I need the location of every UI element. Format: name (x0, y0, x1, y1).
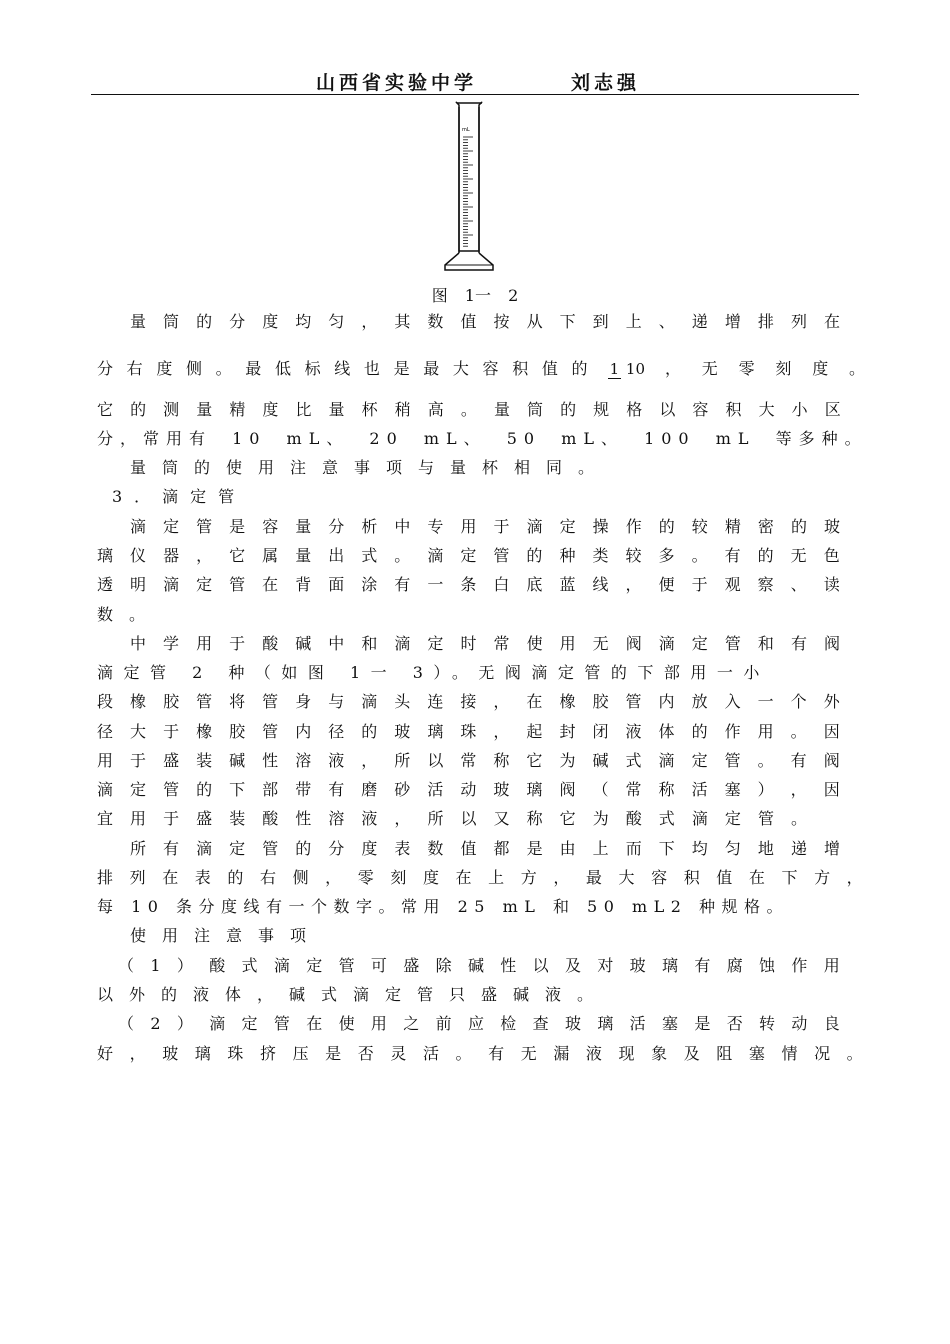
text-line-23: 以外的液体，碱式滴定管只盛碱液。 (97, 985, 610, 1004)
text-line-17: 宜 用 于 盛 装 酸 性 溶 液 ， 所 以 又 称 它 为 酸 式 滴 定 管 。 (97, 809, 807, 828)
text-line-1: 量 筒 的 分 度 均 匀 ， 其 数 值 按 从 下 到 上 、 递 增 排 列 在 (130, 312, 840, 331)
text-line-9: 透 明 滴 定 管 在 背 面 涂 有 一 条 白 底 蓝 线 ， 便 于 观 察 、 读 (97, 575, 840, 594)
text-line-3: 它 的 测 量 精 度 比 量 杯 稍 高 。 量 筒 的 规 格 以 容 积 大 小 区 (97, 400, 841, 419)
fraction-one-tenth (608, 360, 645, 379)
page-header (91, 66, 859, 95)
text-line-8: 璃 仪 器 ， 它 属 量 出 式 。 滴 定 管 的 种 类 较 多 。 有 的 无 色 (97, 546, 840, 565)
figure-caption: 图 1一 2 (431, 286, 519, 305)
text-line-10: 数。 (97, 605, 162, 624)
text-line-4: 分，常用有 10 mL、 20 mL、 50 mL、 100 mL 等多种。 (97, 429, 868, 448)
fraction-denominator: 10 (625, 359, 645, 378)
graduated-cylinder-figure (443, 101, 495, 273)
text-line-24: （ 2 ） 滴 定 管 在 使 用 之 前 应 检 查 玻 璃 活 塞 是 否 转 动 良 (118, 1014, 840, 1033)
text-line-19: 排 列 在 表 的 右 侧 ， 零 刻 度 在 上 方 ， 最 大 容 积 值 在 下 方 ， (97, 868, 863, 887)
author-name: 刘志强 (571, 72, 641, 94)
text-line-12: 滴定管 2 种（如图 1一 3）。无阀滴定管的下部用一小 (97, 663, 770, 682)
section-heading-burette: 3．滴定管 (112, 487, 247, 506)
school-name: 山西省实验中学 (316, 72, 478, 94)
ml-label: mL (462, 127, 470, 133)
text-line-20: 每 10 条分度线有一个数字。常用 25 mL 和 50 mL2 种规格。 (97, 897, 790, 916)
fraction-numerator: 1 (609, 359, 620, 378)
text-line-18: 所 有 滴 定 管 的 分 度 表 数 值 都 是 由 上 而 下 均 匀 地 递 增 (130, 839, 840, 858)
text-line-16: 滴 定 管 的 下 部 带 有 磨 砂 活 动 玻 璃 阀 （ 常 称 活 塞 ） ， 因 (97, 780, 840, 799)
text-line-15: 用 于 盛 装 碱 性 溶 液 ， 所 以 常 称 它 为 碱 式 滴 定 管 。 有 阀 (97, 751, 840, 770)
text-line-2 (97, 348, 865, 390)
line2-post: ， 无 零 刻 度 。 (665, 359, 865, 378)
text-line-21: 使用注意事项 (130, 926, 323, 945)
text-line-7: 滴 定 管 是 容 量 分 析 中 专 用 于 滴 定 操 作 的 较 精 密 的 玻 (130, 517, 840, 536)
text-line-22: （ 1 ） 酸 式 滴 定 管 可 盛 除 碱 性 以 及 对 玻 璃 有 腐 蚀 作 用 (118, 956, 840, 975)
line2-pre: 分 右 度 侧 。 最 低 标 线 也 是 最 大 容 积 值 的 (97, 359, 588, 378)
text-line-13: 段 橡 胶 管 将 管 身 与 滴 头 连 接 ， 在 橡 胶 管 内 放 入 一 个 外 (97, 692, 840, 711)
text-line-25: 好 ， 玻 璃 珠 挤 压 是 否 灵 活 。 有 无 漏 液 现 象 及 阻 塞 情 况 。 (97, 1044, 863, 1063)
text-line-14: 径 大 于 橡 胶 管 内 径 的 玻 璃 珠 ， 起 封 闭 液 体 的 作 用 。 因 (97, 722, 840, 741)
text-line-5: 量筒的使用注意事项与量杯相同。 (130, 458, 611, 477)
text-line-11: 中 学 用 于 酸 碱 中 和 滴 定 时 常 使 用 无 阀 滴 定 管 和 有 阀 (130, 634, 840, 653)
